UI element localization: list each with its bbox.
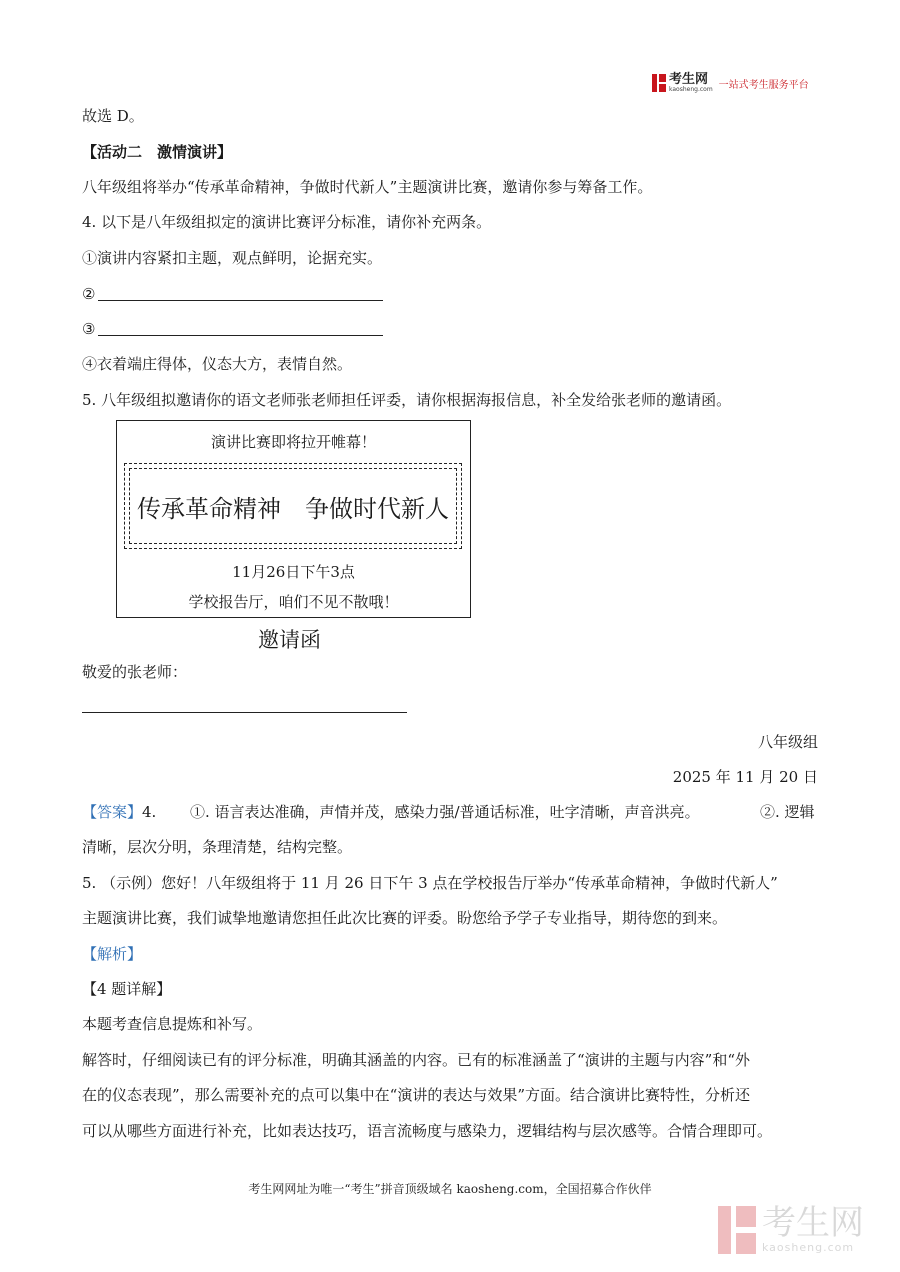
analysis-line-2: 解答时，仔细阅读已有的评分标准，明确其涵盖的内容。已有的标准涵盖了“演讲的主题与内容”和“外 <box>82 1051 751 1069</box>
answer-q4-number: 4. <box>142 803 157 821</box>
answer-q5-line-2: 主题演讲比赛，我们诚挚地邀请您担任此次比赛的评委。盼您给予学子专业指导，期待您的到来。 <box>82 909 728 927</box>
q4-criterion-2-marker: ② <box>82 285 96 303</box>
answer-a2-marker: ② <box>760 803 776 821</box>
answer-q4-1 <box>190 802 700 822</box>
poster-theme-frame <box>124 463 462 549</box>
logo-slogan: 一站式考生服务平台 <box>718 79 809 91</box>
q4-blank-2 <box>98 300 383 301</box>
answer-a2-cont: 清晰，层次分明，条理清楚，结构完整。 <box>82 838 353 856</box>
kaosheng-logo-icon <box>652 74 666 92</box>
analysis-label: 【解析】 <box>82 945 143 963</box>
header-logo <box>652 72 809 94</box>
invitation-signature: 八年级组 <box>757 733 818 751</box>
watermark-domain: kaosheng.com <box>762 1241 855 1254</box>
poster-theme: 传承革命精神 争做时代新人 <box>129 468 457 544</box>
answer-a1-marker: ① <box>190 803 206 821</box>
poster-datetime: 11月26日下午3点 <box>232 563 355 581</box>
event-poster <box>116 420 471 618</box>
answer-label: 【答案】 <box>82 803 143 821</box>
invitation-salutation: 敬爱的张老师： <box>82 663 188 681</box>
logo-name: 考生网 <box>669 72 709 87</box>
watermark-logo-icon <box>718 1206 756 1254</box>
analysis-line-3: 在的仪态表现”，那么需要补充的点可以集中在“演讲的表达与效果”方面。结合演讲比赛特性，分析还 <box>82 1086 751 1104</box>
answer-q5-line-1: 5. （示例）您好！八年级组将于 11 月 26 日下午 3 点在学校报告厅举办“传承革命精神，争做时代新人” <box>82 874 778 892</box>
invitation-date: 2025 年 11 月 20 日 <box>672 768 818 786</box>
invitation-title: 邀请函 <box>258 628 321 652</box>
answer-a1-text: . 语言表达准确，声情并茂，感染力强/普通话标准，吐字清晰，声音洪亮。 <box>205 803 700 821</box>
answer-q4-2 <box>760 802 815 822</box>
poster-place: 学校报告厅，咱们不见不散哦！ <box>188 593 399 611</box>
analysis-q4-label: 【4 题详解】 <box>82 980 172 998</box>
analysis-line-1: 本题考查信息提炼和补写。 <box>82 1015 263 1033</box>
q4-criterion-4: ④衣着端庄得体，仪态大方，表情自然。 <box>82 355 353 373</box>
watermark <box>718 1205 864 1254</box>
activity-intro: 八年级组将举办“传承革命精神，争做时代新人”主题演讲比赛，邀请你参与筹备工作。 <box>82 178 653 196</box>
q4-prompt: 4. 以下是八年级组拟定的演讲比赛评分标准，请你补充两条。 <box>82 213 492 231</box>
analysis-line-4: 可以从哪些方面进行补充，比如表达技巧，语言流畅度与感染力，逻辑结构与层次感等。合情合理即可。 <box>82 1122 773 1140</box>
answer-a2-start: . 逻辑 <box>775 803 815 821</box>
page-footer: 考生网网址为唯一“考生”拼音顶级域名 kaosheng.com，全国招募合作伙伴 <box>248 1182 652 1196</box>
poster-headline: 演讲比赛即将拉开帷幕！ <box>210 433 376 451</box>
q4-criterion-3-marker: ③ <box>82 320 96 338</box>
q5-prompt: 5. 八年级组拟邀请你的语文老师张老师担任评委，请你根据海报信息，补全发给张老师的邀请函。 <box>82 391 732 409</box>
q4-criterion-1: ①演讲内容紧扣主题，观点鲜明，论据充实。 <box>82 249 383 267</box>
invitation-blank <box>82 712 407 713</box>
q4-blank-3 <box>98 335 383 336</box>
prev-answer: 故选 D。 <box>82 107 144 125</box>
logo-domain: kaosheng.com <box>669 86 713 93</box>
activity-title: 【活动二 激情演讲】 <box>82 143 233 161</box>
answer-row-1 <box>82 802 156 822</box>
watermark-name: 考生网 <box>762 1203 864 1243</box>
